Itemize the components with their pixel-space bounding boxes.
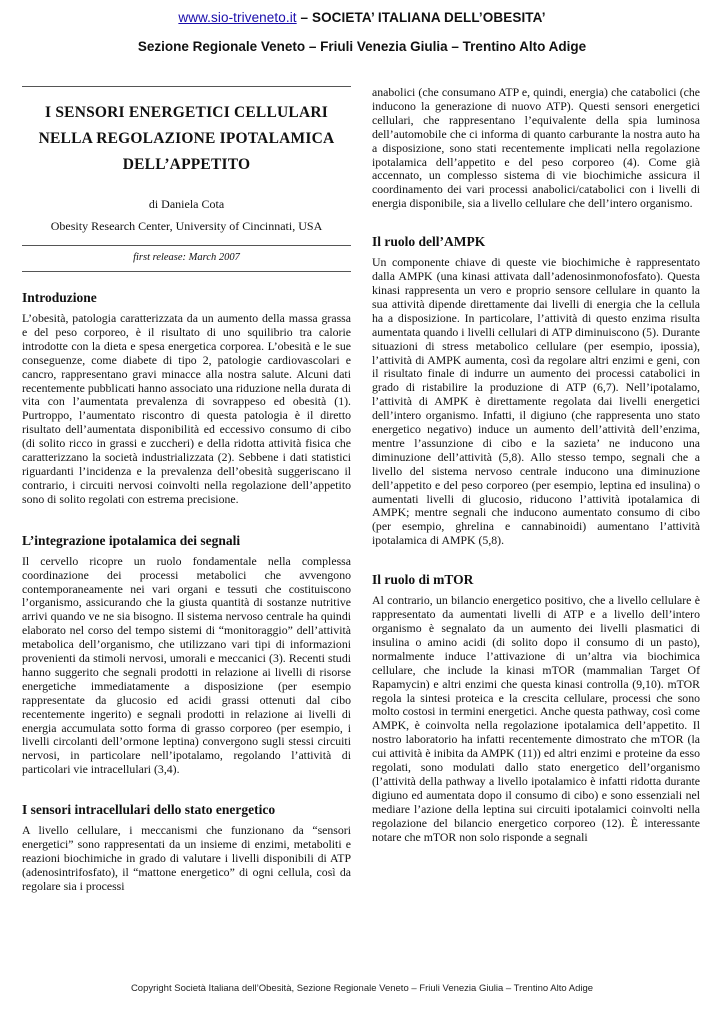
divider bbox=[22, 86, 351, 87]
divider bbox=[22, 271, 351, 272]
section-body-sensors: A livello cellulare, i meccanismi che funzionano da “sensori energetici” sono rappresentati da un insieme di enzimi, metaboliti e reazioni biochimiche in grado di valutare i livelli disponibili di ATP (adenosintrifosfato), il “mattone energetico” di ogni cellula, così da regolare sia i processi bbox=[22, 823, 351, 893]
section-body-ampk: Un componente chiave di queste vie biochimiche è rappresentato dalla AMPK (una kinasi attivata dall’adenosinmonofosfato). Questa kinasi rappresenta un vero e proprio sensore cellulare in quanto la sua attività dipende direttamente dai livelli di energia che la cellula ha a disposizione. In particolare, l’attività di questo enzima risulta aumentata quando i livelli cellulari di ATP diminuiscono (5). Durante situazioni di stress metabolico cellulare (per esempio, ipossia), l’attività di AMPK aumenta, così da regolare altri enzimi e geni, con il risultato finale di indurre un aumento dei processi catabolici in grado di ristabilire la produzione di ATP (6,7). Nell’ipotalamo, l’attività di AMPK è direttamente regolata dai livelli energetici dell’intero organismo. Infatti, il digiuno (che rappresenta uno stato energetico negativo) induce un aumento dell’attività dell’enzima, mentre l’assunzione di cibo e la sazieta’ ne inducono una diminuzione dell’attività (5,8). Allo stesso tempo, segnali che a livello del sistema nervoso centrale inducono una diminuzione dell’appetito e del peso corporeo (per esempio, leptina ed insulina) o aumentati livelli di glucosio, riducono l’attività ipotalamica di AMPK; mentre segnali che inducono aumentato consumo di cibo (per esempio, ghrelina e cannabinoidi) aumentano l’attività ipotalamica di AMPK (5,8). bbox=[372, 255, 700, 548]
site-link[interactable]: www.sio-triveneto.it bbox=[178, 10, 297, 25]
society-name: – SOCIETA’ ITALIANA DELL’OBESITA’ bbox=[296, 10, 546, 25]
article-affiliation: Obesity Research Center, University of Cincinnati, USA bbox=[50, 219, 323, 233]
article-author: di Daniela Cota bbox=[148, 197, 225, 211]
release-date: first release: March 2007 bbox=[133, 252, 240, 263]
article-title: I SENSORI ENERGETICI CELLULARI NELLA REGOLAZIONE IPOTALAMICA DELL’APPETITO bbox=[38, 104, 335, 173]
site-header bbox=[0, 10, 724, 25]
section-heading-mtor: Il ruolo di mTOR bbox=[372, 572, 474, 588]
section-heading-ampk: Il ruolo dell’AMPK bbox=[372, 234, 486, 250]
left-column bbox=[22, 86, 351, 894]
copyright-footer: Copyright Società Italiana dell’Obesità, Sezione Regionale Veneto – Friuli Venezia Giulia – Trentino Alto Adige bbox=[130, 983, 594, 994]
right-column bbox=[372, 86, 700, 845]
section-body-integration: Il cervello ricopre un ruolo fondamentale nella complessa coordinazione dei processi metabolici che avvengono contemporaneamente nei vari organi e tessuti che costituiscono l’organismo, assicurando che la giusta quantità di sostanze nutritive arrivi quando ve ne sia bisogno. Il sistema nervoso centrale ha quindi elaborato nel corso del tempo sistemi di “monitoraggio” dell’attività metabolica dell’organismo, che utilizzano vari tipi di informazioni provenienti da stimoli nervosi, umorali e meccanici (3). Recenti studi hanno suggerito che segnali prodotti in relazione ai livelli di risorse energetiche immediatamente a disposizione (per esempio rappresentate da glucosio ed acidi grassi ottenuti dal cibo recentemente ingerito) e segnali prodotti in relazione ai livelli di energia accumulata sotto forma di grasso corporeo (per esempio, i livelli circolanti dell’ormone leptina) convergono sugli stessi circuiti nervosi, in particolare nell’ipotalamo, regolando l’attività di particolari vie intracellulari (3,4). bbox=[22, 553, 351, 777]
section-body-sensors-continued: anabolici (che consumano ATP e, quindi, energia) che catabolici (che inducono la generazione di nuovo ATP). Questi sensori energetici cellulari, che rappresentano l’equivalente della spia luminosa dell’automobile che ci informa di quanto carburante la nostra auto ha a disposizione, sono stati recentemente implicati nella regolazione ipotalamica dell’appetito e del peso corporeo (4). Come già accennato, un complesso sistema di vie biochimiche assicura il coordinamento dei vari processi anabolici/catabolici con i livelli di energia disponibile, sia a livello cellulare che dell’intero organismo. bbox=[372, 85, 700, 211]
section-heading-sensors: I sensori intracellulari dello stato energetico bbox=[22, 802, 276, 818]
section-body-intro: L’obesità, patologia caratterizzata da un aumento della massa grassa e del peso corporeo, è il risultato di uno squilibrio tra calorie introdotte con la dieta e spesa energetica corporea. L’obesità e le sue conseguenze, come diabete di tipo 2, patologie cardiovascolari e cancro, rappresentano gravi minacce alla nostra salute. Alcuni dati recentemente pubblicati hanno associato una riduzione nella durata di vita con l’aumentata prevalenza di sovrappeso ed obesità (1). Purtroppo, l’aumentato riscontro di questa patologia è il diretto risultato dell’aumentata disponibilità ed eccessivo consumo di cibo (di solito ricco in grassi e zuccheri) e della ridotta attività fisica che caratterizzano la società industrializzata (2). Sebbene i dati statistici riguardanti l’incidenza e la prevalenza dell’obesità suggeriscano il contrario, i circuiti nervosi coinvolti nella regolazione dell’appetito sono di solito regolati con estrema precisione. bbox=[22, 311, 351, 506]
section-name: Sezione Regionale Veneto – Friuli Venezia Giulia – Trentino Alto Adige bbox=[137, 39, 587, 54]
section-heading-intro: Introduzione bbox=[22, 290, 97, 305]
divider bbox=[22, 245, 351, 246]
section-heading-integration: L’integrazione ipotalamica dei segnali bbox=[22, 532, 241, 548]
section-body-mtor: Al contrario, un bilancio energetico positivo, che a livello cellulare è rappresentato da aumentati livelli di ATP e a livello dell’intero organismo è segnalato da un aumento dei livelli plasmatici di insulina o amino acidi (di solito dopo il consumo di un pasto), normalmente induce l’attivazione di un’altra via biochimica cellulare, che include la kinasi mTOR (mammalian Target Of Rapamycin) e altri enzimi che questa kinasi controlla (9,10). mTOR regola la sintesi proteica e la crescita cellulare, processi che sono molto costosi in termini energetici. Anche questa pathway, così come AMPK, è coinvolta nella regolazione ipotalamica dell’appetito. Il nostro laboratorio ha infatti recentemente dimostrato che mTOR (la cui attività è inibita da AMPK (11)) ed altri enzimi e proteine da esso regolati, sono modulati dallo stato energetico dell’organismo (l’attività della pathway a livello ipotalamico è infatti ridotta durante digiuno ed aumentata dopo il consumo di cibo) e sono essenziali nel mediare l’azione della leptina sui circuiti ipotalamici coinvolti nella regolazione del bilancio energetico corporeo (12). È interessante notare che mTOR non solo risponde a segnali bbox=[372, 593, 700, 844]
